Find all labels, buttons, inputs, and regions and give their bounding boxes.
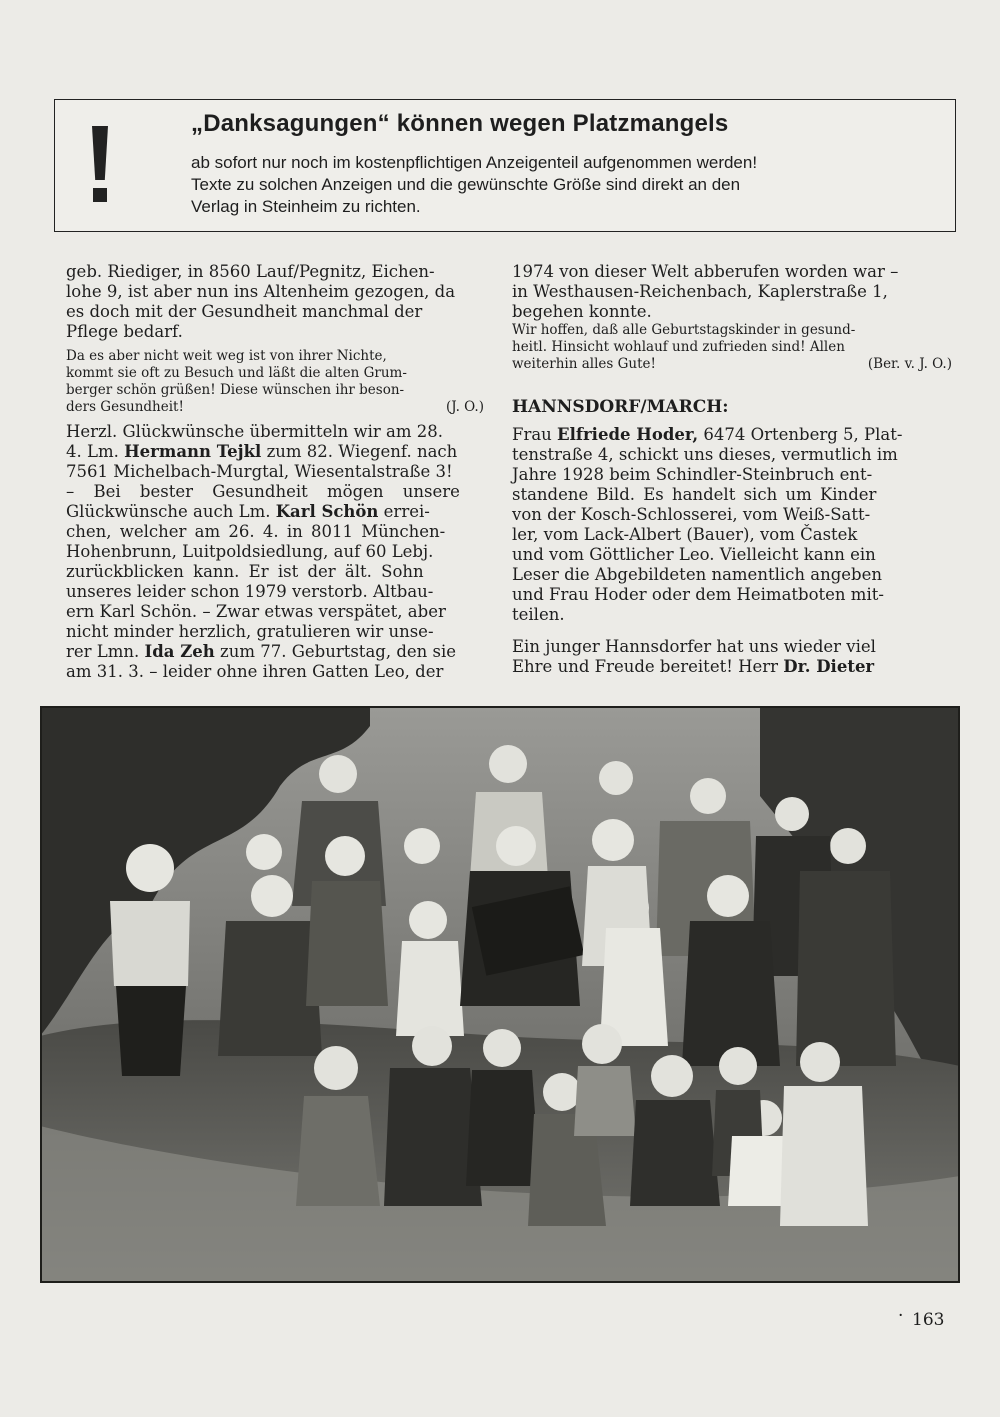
person-name: Dr. Dieter [783,657,875,676]
text-line: teilen. [512,605,565,624]
text-line: Glückwünsche auch Lm. Karl Schön errei- [66,502,430,521]
signature: (Ber. v. J. O.) [867,356,952,372]
text-line: lohe 9, ist aber nun ins Altenheim gezogen, da [66,282,456,301]
text-line: geb. Riediger, in 8560 Lauf/Pegnitz, Eichen- [66,262,435,281]
text-line: Herzl. Glückwünsche übermitteln wir am 28. [66,422,443,441]
small-text-line: heitl. Hinsicht wohlauf und zufrieden sind! Allen [512,339,845,355]
page-number: · 163 [912,1310,944,1330]
person-name: Elfriede Hoder, [557,425,699,444]
text-line: Ehre und Freude bereitet! Herr Dr. Dieter [512,657,875,676]
group-photo [40,706,960,1283]
text-line: in Westhausen-Reichenbach, Kaplerstraße 1, [512,282,888,301]
section-heading: HANNSDORF/MARCH: [512,397,729,417]
notice-box [54,99,956,232]
text-line: Jahre 1928 beim Schindler-Steinbruch ent- [512,465,873,484]
signature: (J. O.) [445,399,484,415]
text-line: chen, welcher am 26. 4. in 8011 München- [66,522,446,541]
text-line: nicht minder herzlich, gratulieren wir unse- [66,622,434,641]
text-line: standene Bild. Es handelt sich um Kinder [512,485,877,504]
text-line: ern Karl Schön. – Zwar etwas verspätet, aber [66,602,446,621]
small-text: weiterhin alles Gute! [512,356,656,372]
text-line: von der Kosch-Schlosserei, vom Weiß-Satt- [512,505,871,524]
small-text-line-signed [66,399,486,416]
small-text-line: kommt sie oft zu Besuch und läßt die alten Grum- [66,365,407,381]
small-text-line: Da es aber nicht weit weg ist von ihrer Nichte, [66,348,387,364]
text-line: unseres leider schon 1979 verstorb. Altbau- [66,582,434,601]
small-text-line: berger schön grüßen! Diese wünschen ihr beson- [66,382,405,398]
exclamation-icon [81,116,119,212]
notice-line: ab sofort nur noch im kostenpflichtigen Anzeigenteil aufgenommen werden! [191,153,758,172]
text-line: Frau Elfriede Hoder, 6474 Ortenberg 5, Plat- [512,425,903,444]
small-text-line-signed [512,356,952,373]
small-text-line: Wir hoffen, daß alle Geburtstagskinder in gesund- [512,322,856,338]
text-line: am 31. 3. – leider ohne ihren Gatten Leo, der [66,662,444,681]
text-line: tenstraße 4, schickt uns dieses, vermutlich im [512,445,898,464]
text-line: begehen konnte. [512,302,652,321]
text-line: Ein junger Hannsdorfer hat uns wieder viel [512,637,876,656]
text-line: Hohenbrunn, Luitpoldsiedlung, auf 60 Lebj. [66,542,434,561]
text-line: 4. Lm. Hermann Tejkl zum 82. Wiegenf. nach [66,442,458,461]
text-line: 7561 Michelbach-Murgtal, Wiesentalstraße 3! [66,462,453,481]
text-line: und vom Göttlicher Leo. Vielleicht kann ein [512,545,876,564]
text-line: – Bei bester Gesundheit mögen unsere [66,482,460,501]
text-line: und Frau Hoder oder dem Heimatboten mit- [512,585,884,604]
notice-title: „Danksagungen“ können wegen Platzmangels [191,110,729,137]
person-name: Ida Zeh [144,642,215,661]
text-line: zurückblicken kann. Er ist der ält. Sohn [66,562,424,581]
small-text: ders Gesundheit! [66,399,184,415]
person-name: Karl Schön [275,502,379,521]
person-name: Hermann Tejkl [124,442,262,461]
right-column [512,262,952,677]
left-column [66,262,486,682]
notice-body [191,152,931,218]
notice-line: Texte zu solchen Anzeigen und die gewünschte Größe sind direkt an den [191,175,741,194]
text-line: rer Lmn. Ida Zeh zum 77. Geburtstag, den sie [66,642,457,661]
text-line: ler, vom Lack-Albert (Bauer), vom Častek [512,525,858,544]
notice-line: Verlag in Steinheim zu richten. [191,197,421,216]
text-line: Leser die Abgebildeten namentlich angeben [512,565,882,584]
text-line: 1974 von dieser Welt abberufen worden war – [512,262,899,281]
text-line: es doch mit der Gesundheit manchmal der [66,302,423,321]
group-photo-children-icon [40,706,960,1283]
text-line: Pflege bedarf. [66,322,183,341]
